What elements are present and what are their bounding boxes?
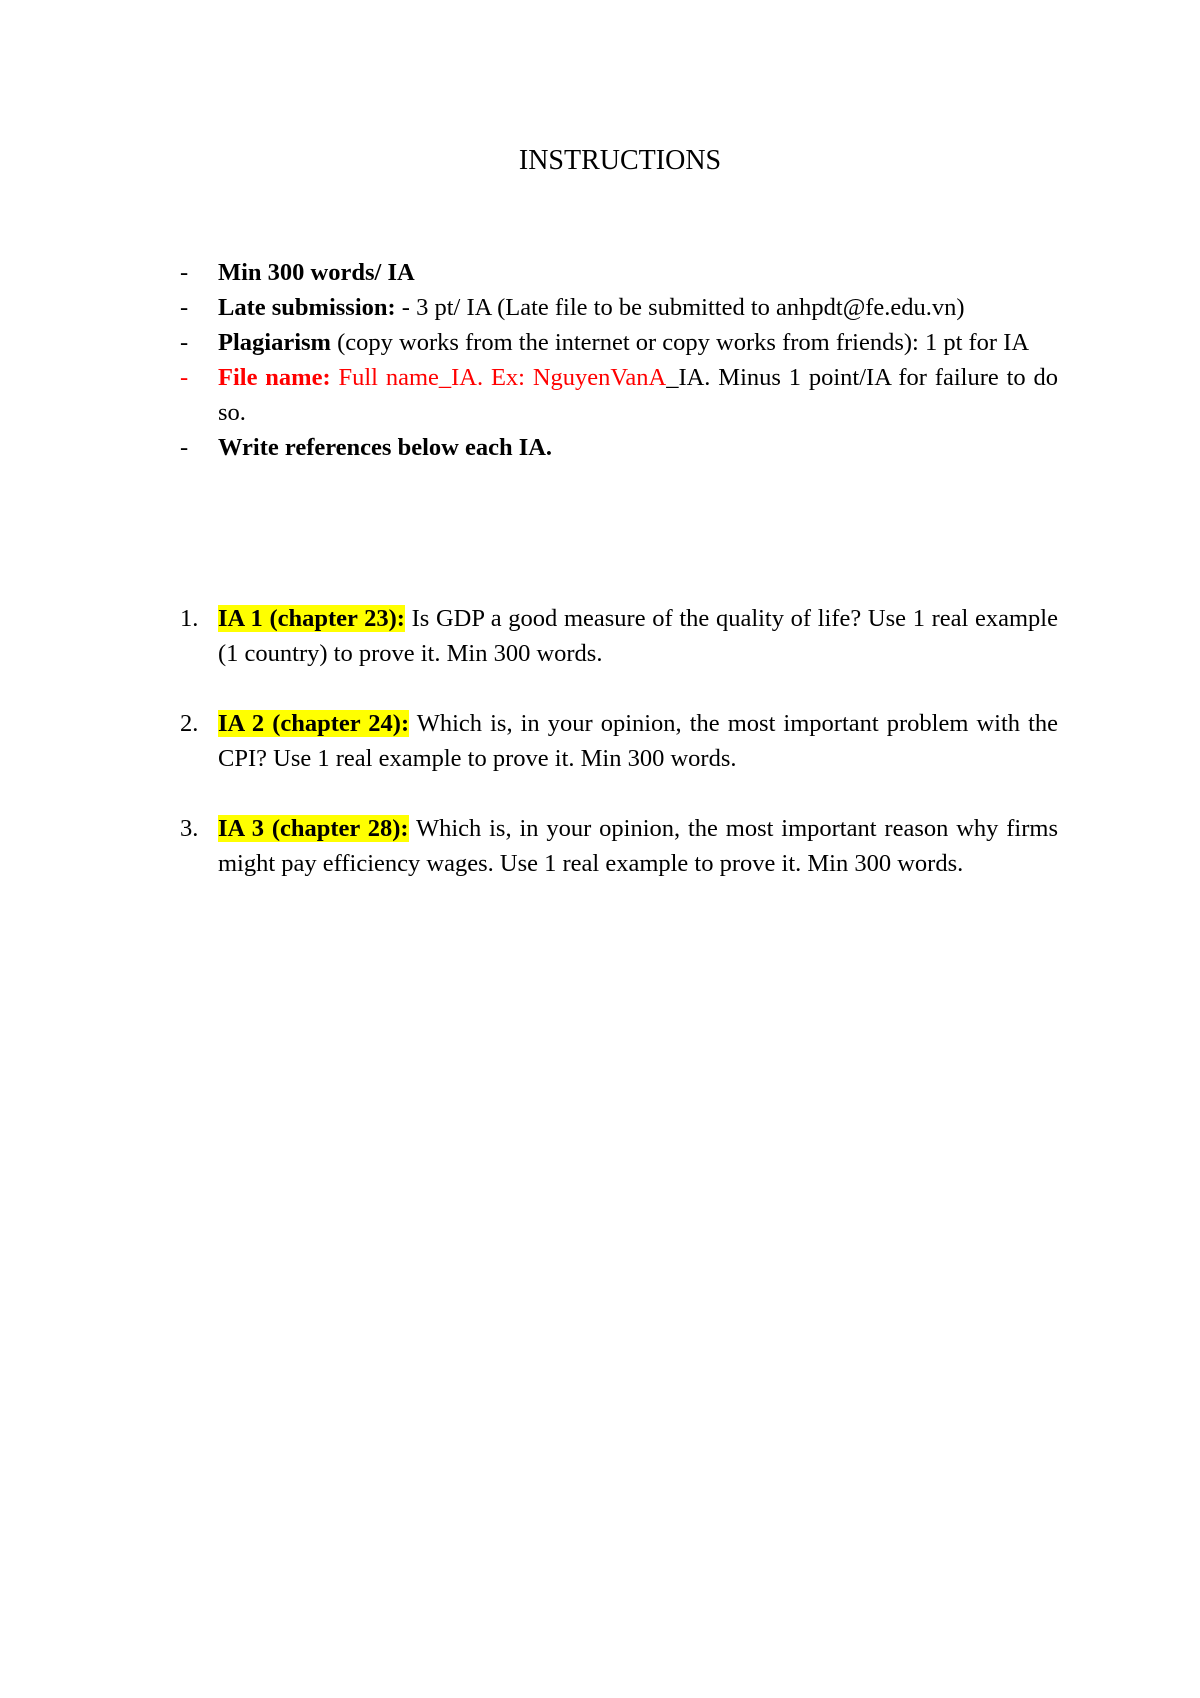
bullet-dash: - xyxy=(180,259,189,286)
rule-item-late-submission xyxy=(180,290,1058,325)
assignment-label: IA 2 (chapter 24): xyxy=(218,710,410,737)
instruction-list xyxy=(180,255,1058,465)
rule-text: - 3 pt/ IA (Late file to be submitted to anhpdt@fe.edu.vn) xyxy=(395,294,965,321)
assignment-label: IA 1 (chapter 23): xyxy=(218,605,405,632)
bullet-dash: - xyxy=(180,364,189,391)
assignment-item-1 xyxy=(180,601,1058,671)
assignment-text: Which is, in your opinion, the most important problem with the CPI? Use 1 real example to prove it. Min 300 words. xyxy=(218,710,1058,772)
rule-item-min-words xyxy=(180,255,1058,290)
rule-red-text: Full name_IA. Ex: NguyenVanA xyxy=(330,364,667,391)
assignment-number: 2. xyxy=(180,710,199,737)
rule-bold-text: File name: xyxy=(218,364,331,391)
page-title: INSTRUCTIONS xyxy=(518,145,722,176)
rule-bold-text: Write references below each IA. xyxy=(218,434,553,461)
bullet-dash: - xyxy=(180,294,189,321)
assignment-number: 1. xyxy=(180,605,199,632)
rule-item-references xyxy=(180,430,1058,465)
rule-bold-text: Min 300 words/ IA xyxy=(218,259,415,286)
bullet-dash: - xyxy=(180,434,189,461)
rule-text: (copy works from the internet or copy works from friends): 1 pt for IA xyxy=(330,329,1030,356)
assignment-text: Is GDP a good measure of the quality of life? Use 1 real example (1 country) to prove it. Min 300 words. xyxy=(218,605,1058,667)
assignment-item-3 xyxy=(180,811,1058,881)
rule-item-plagiarism xyxy=(180,325,1058,360)
rule-bold-text: Late submission: xyxy=(218,294,396,321)
rule-item-file-name xyxy=(180,360,1058,430)
assignment-list xyxy=(180,601,1058,916)
assignment-text: Which is, in your opinion, the most important reason why firms might pay efficiency wages. Use 1 real example to prove it. Min 300 words. xyxy=(218,815,1058,877)
bullet-dash: - xyxy=(180,329,189,356)
assignment-number: 3. xyxy=(180,815,199,842)
assignment-item-2 xyxy=(180,706,1058,776)
rule-text: _IA. Minus 1 point/IA for failure to do so. xyxy=(218,364,1058,426)
rule-bold-text: Plagiarism xyxy=(218,329,331,356)
assignment-label: IA 3 (chapter 28): xyxy=(218,815,409,842)
